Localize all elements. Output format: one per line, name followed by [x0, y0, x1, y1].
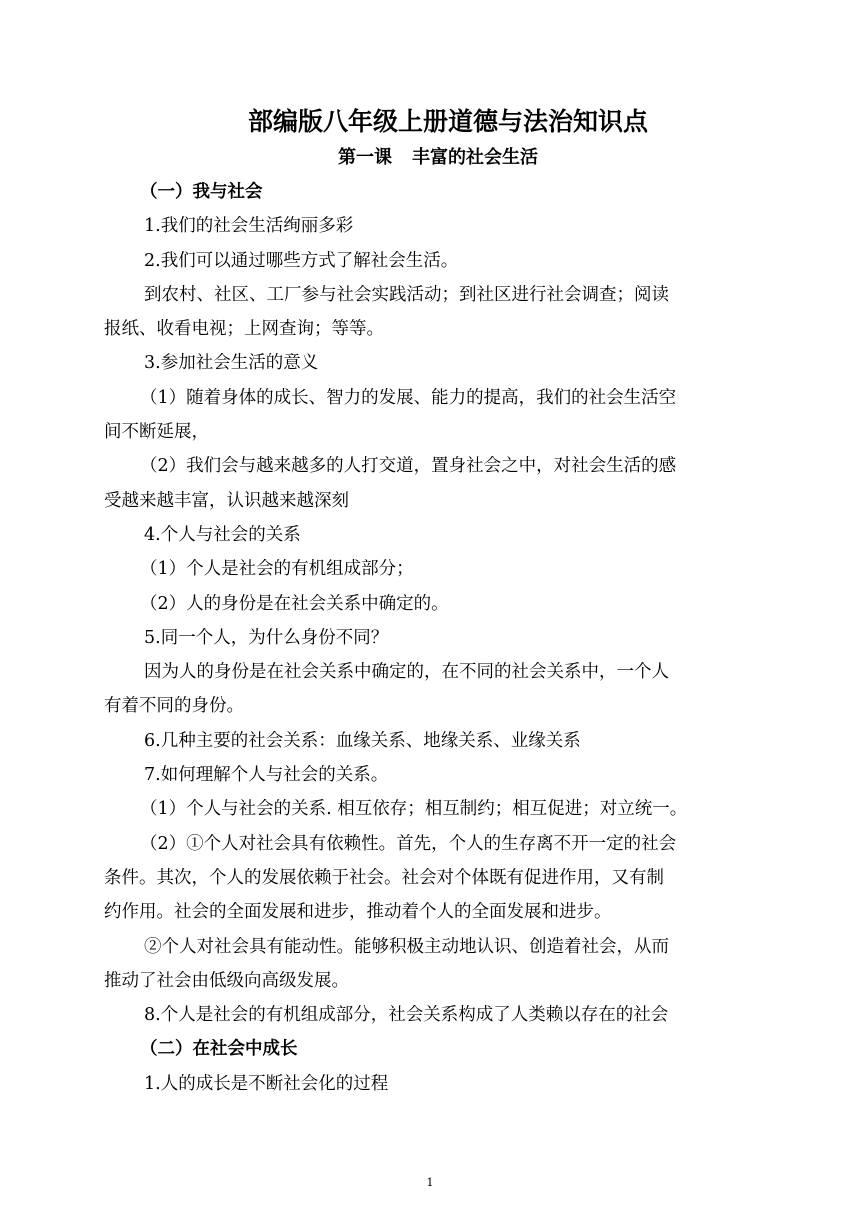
list-item: （2）我们会与越来越多的人打交道，置身社会之中，对社会生活的感 [140, 456, 677, 477]
paragraph-line: 到农村、社区、工厂参与社会实践活动；到社区进行社会调查；阅读 [144, 284, 669, 305]
paragraph-continuation: 报纸、收看电视；上网查询；等等。 [104, 319, 384, 340]
lesson-title [338, 143, 538, 173]
paragraph-continuation: 推动了社会由低级向高级发展。 [104, 970, 349, 991]
paragraph-line: 2.我们可以通过哪些方式了解社会生活。 [144, 250, 459, 271]
paragraph-line: 5.同一个人，为什么身份不同？ [144, 627, 389, 648]
list-item: （1）个人是社会的有机组成部分； [140, 559, 414, 580]
document-body [104, 175, 764, 1101]
lesson-number: 第一课 [338, 147, 392, 168]
list-item: （1）随着身体的成长、智力的发展、能力的提高，我们的社会生活空 [140, 387, 677, 408]
paragraph-line: ②个人对社会具有能动性。能够积极主动地认识、创造着社会，从而 [144, 936, 669, 957]
paragraph-line: 3.参加社会生活的意义 [144, 353, 319, 374]
page-number: 1 [426, 1176, 434, 1189]
document-title: 部编版八年级上册道德与法治知识点 [248, 107, 649, 136]
paragraph-continuation: 受越来越丰富，认识越来越深刻 [104, 490, 349, 511]
section-heading: （二）在社会中成长 [140, 1039, 298, 1060]
paragraph-continuation: 间不断延展， [104, 422, 209, 443]
paragraph-line: 1.人的成长是不断社会化的过程 [144, 1073, 389, 1094]
list-item: （2）人的身份是在社会关系中确定的。 [140, 593, 449, 614]
paragraph-line: 7.如何理解个人与社会的关系。 [144, 765, 389, 786]
list-item: （1）个人与社会的关系. 相互依存；相互制约；相互促进；对立统一。 [140, 799, 688, 820]
lesson-name: 丰富的社会生活 [412, 147, 538, 168]
paragraph-line: 因为人的身份是在社会关系中确定的，在不同的社会关系中，一个人 [144, 662, 669, 683]
paragraph-line: 4.个人与社会的关系 [144, 524, 301, 545]
list-item: （2）①个人对社会具有依赖性。首先，个人的生存离不开一定的社会 [140, 833, 677, 854]
paragraph-line: 6.几种主要的社会关系：血缘关系、地缘关系、业缘关系 [144, 730, 581, 751]
section-heading: （一）我与社会 [140, 182, 263, 202]
paragraph-continuation: 条件。其次，个人的发展依赖于社会。社会对个体既有促进作用，又有制 [104, 867, 664, 888]
paragraph-line: 1.我们的社会生活绚丽多彩 [144, 216, 354, 237]
paragraph-line: 8.个人是社会的有机组成部分，社会关系构成了人类赖以存在的社会 [144, 1005, 669, 1026]
paragraph-continuation: 约作用。社会的全面发展和进步，推动着个人的全面发展和进步。 [104, 902, 612, 923]
paragraph-continuation: 有着不同的身份。 [104, 696, 244, 717]
